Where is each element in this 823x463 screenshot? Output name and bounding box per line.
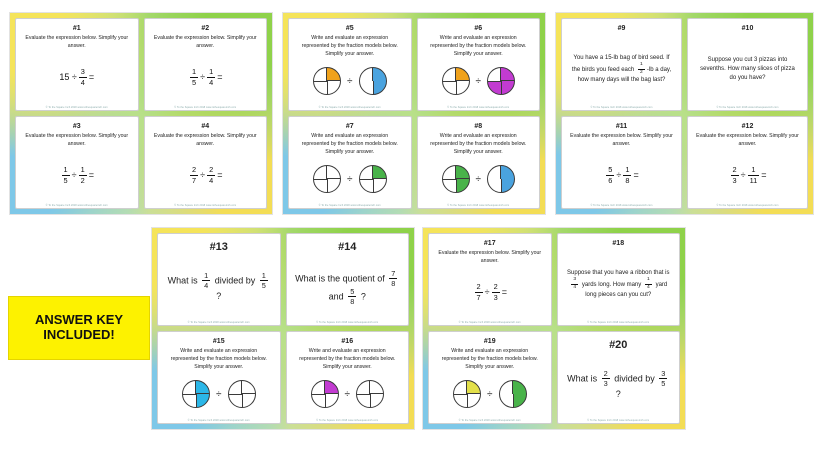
card-number: #12 [741, 123, 754, 130]
fraction-models [422, 156, 536, 202]
fraction-models [293, 58, 407, 104]
card-number: #2 [201, 25, 210, 32]
task-card[interactable] [157, 331, 281, 424]
card-number: #17 [483, 240, 496, 247]
task-card[interactable] [428, 331, 552, 424]
card-expression: $\frac{1}{5}$ ÷ $\frac{1}{2}$ = [63, 165, 94, 185]
task-card[interactable] [561, 116, 682, 209]
card-footer: © To the Square Inch 2018 www.tothesquareinch.com [318, 204, 381, 207]
card-footer: © To the Square Inch 2018 www.tothesquareinch.com [458, 419, 521, 422]
card-question: What is $\frac{2}{3}$ divided by $\frac{3}{5}$ ? [567, 369, 666, 399]
card-expression: $\frac{2}{3}$ ÷ $\frac{1}{11}$ = [732, 165, 767, 185]
division-sign: ÷ [344, 388, 350, 400]
card-number: #10 [741, 25, 754, 32]
card-footer: © To the Square Inch 2018 www.tothesquareinch.com [174, 106, 237, 109]
task-card[interactable] [557, 331, 681, 424]
task-card[interactable] [687, 18, 808, 111]
division-sign: ÷ [347, 173, 353, 185]
task-card[interactable] [15, 116, 139, 209]
card-footer: © To the Square Inch 2018 www.tothesquareinch.com [447, 204, 510, 207]
task-card[interactable] [561, 18, 682, 111]
card-number: #1 [72, 25, 81, 32]
card-number: #15 [212, 338, 225, 345]
card-expression: $\frac{2}{7}$ ÷ $\frac{2}{3}$ = [476, 282, 507, 302]
task-card[interactable] [288, 116, 412, 209]
card-instructions: Evaluate the expression below. Simplify your answer. [25, 133, 129, 147]
card-number: #14 [338, 241, 357, 253]
division-sign: ÷ [216, 388, 222, 400]
task-card[interactable] [286, 331, 410, 424]
fraction-model-pie [359, 67, 387, 95]
card-expression: $\frac{1}{5}$ ÷ $\frac{1}{4}$ = [192, 67, 223, 87]
fraction-models [291, 371, 405, 417]
card-question: Suppose that you have a ribbon that is $\frac{3}{4}$ yards long. How many $\frac{1}{4}$ yard long pieces can you cut? [567, 270, 670, 298]
card-instructions: Evaluate the expression below. Simplify your answer. [153, 133, 257, 147]
fraction-model-pie [442, 67, 470, 95]
card-number: #20 [609, 339, 628, 351]
sheet-bottom-right [423, 228, 685, 429]
card-question: What is the quotient of $\frac{7}{8}$ and $\frac{5}{8}$ ? [295, 268, 396, 306]
division-sign: ÷ [487, 388, 493, 400]
card-instructions: Evaluate the expression below. Simplify your answer. [570, 133, 673, 147]
card-number: #4 [201, 123, 210, 130]
fraction-models [433, 371, 547, 417]
card-number: #8 [474, 123, 483, 130]
card-number: #7 [345, 123, 354, 130]
task-card[interactable] [417, 116, 541, 209]
card-number: #16 [341, 338, 354, 345]
card-footer: © To the Square Inch 2018 www.tothesquareinch.com [716, 204, 779, 207]
card-footer: © To the Square Inch 2018 www.tothesquareinch.com [45, 106, 108, 109]
card-instructions: Write and evaluate an expression represented by the fraction models below. Simplify your answer. [430, 133, 527, 155]
sheet-top-right [556, 13, 813, 214]
card-instructions: Write and evaluate an expression represented by the fraction models below. Simplify your answer. [170, 348, 267, 370]
card-number: #11 [615, 123, 628, 130]
division-sign: ÷ [475, 75, 481, 87]
task-card[interactable] [15, 18, 139, 111]
fraction-model-pie [356, 380, 384, 408]
card-instructions: Write and evaluate an expression represented by the fraction models below. Simplify your answer. [430, 35, 527, 57]
task-card[interactable] [144, 18, 268, 111]
card-footer: © To the Square Inch 2018 www.tothesquareinch.com [316, 419, 379, 422]
card-instructions: Write and evaluate an expression represented by the fraction models below. Simplify your answer. [299, 348, 396, 370]
card-footer: © To the Square Inch 2018 www.tothesquareinch.com [590, 106, 653, 109]
fraction-model-pie [311, 380, 339, 408]
card-footer: © To the Square Inch 2018 www.tothesquareinch.com [447, 106, 510, 109]
card-instructions: Evaluate the expression below. Simplify your answer. [696, 133, 799, 147]
division-sign: ÷ [347, 75, 353, 87]
fraction-model-pie [442, 165, 470, 193]
sheet-top-middle [283, 13, 545, 214]
sheet-top-left [10, 13, 272, 214]
card-instructions: Write and evaluate an expression represented by the fraction models below. Simplify your answer. [441, 348, 538, 370]
fraction-model-pie [313, 67, 341, 95]
card-number: #13 [209, 241, 228, 253]
card-instructions: Evaluate the expression below. Simplify your answer. [438, 250, 542, 264]
task-card[interactable] [144, 116, 268, 209]
task-card[interactable] [687, 116, 808, 209]
fraction-model-pie [182, 380, 210, 408]
division-sign: ÷ [475, 173, 481, 185]
fraction-model-pie [453, 380, 481, 408]
task-card[interactable] [288, 18, 412, 111]
sheet-bottom-left [152, 228, 414, 429]
card-instructions: Write and evaluate an expression represented by the fraction models below. Simplify your answer. [301, 35, 398, 57]
card-footer: © To the Square Inch 2018 www.tothesquareinch.com [174, 204, 237, 207]
task-card[interactable] [557, 233, 681, 326]
card-expression: $\frac{2}{7}$ ÷ $\frac{2}{4}$ = [192, 165, 223, 185]
fraction-models [162, 371, 276, 417]
card-footer: © To the Square Inch 2018 www.tothesquareinch.com [716, 106, 779, 109]
fraction-model-pie [359, 165, 387, 193]
fraction-model-pie [487, 165, 515, 193]
card-number: #3 [72, 123, 81, 130]
card-number: #5 [345, 25, 354, 32]
answer-key-line2: INCLUDED! [43, 327, 115, 342]
card-footer: © To the Square Inch 2018 www.tothesquareinch.com [187, 321, 250, 324]
card-number: #9 [617, 25, 626, 32]
card-footer: © To the Square Inch 2018 www.tothesquareinch.com [587, 321, 650, 324]
card-number: #18 [612, 240, 625, 247]
task-card[interactable] [286, 233, 410, 326]
card-question: What is $\frac{1}{4}$ divided by $\frac{1}{5}$ ? [167, 271, 266, 301]
card-footer: © To the Square Inch 2018 www.tothesquareinch.com [187, 419, 250, 422]
card-number: #19 [483, 338, 496, 345]
card-instructions: Evaluate the expression below. Simplify your answer. [153, 35, 257, 49]
card-question: You have a 15-lb bag of bird seed. If the birds you feed each $\frac{1}{2}$ -lb a day, how many days will the bag last? [571, 55, 672, 83]
fraction-model-pie [499, 380, 527, 408]
card-footer: © To the Square Inch 2018 www.tothesquareinch.com [318, 106, 381, 109]
card-instructions: Write and evaluate an expression represented by the fraction models below. Simplify your answer. [301, 133, 398, 155]
task-card[interactable] [417, 18, 541, 111]
card-instructions: Evaluate the expression below. Simplify your answer. [25, 35, 129, 49]
answer-key-line1: ANSWER KEY [34, 312, 124, 328]
fraction-models [293, 156, 407, 202]
card-footer: © To the Square Inch 2018 www.tothesquareinch.com [45, 204, 108, 207]
task-card[interactable] [428, 233, 552, 326]
fraction-model-pie [487, 67, 515, 95]
fraction-models [422, 58, 536, 104]
answer-key-badge [8, 296, 150, 360]
card-footer: © To the Square Inch 2018 www.tothesquareinch.com [587, 419, 650, 422]
card-footer: © To the Square Inch 2018 www.tothesquareinch.com [458, 321, 521, 324]
card-number: #6 [474, 25, 483, 32]
fraction-model-pie [228, 380, 256, 408]
card-expression: 15 ÷ $\frac{3}{4}$ = [59, 67, 95, 87]
card-footer: © To the Square Inch 2018 www.tothesquareinch.com [590, 204, 653, 207]
fraction-model-pie [313, 165, 341, 193]
card-footer: © To the Square Inch 2018 www.tothesquareinch.com [316, 321, 379, 324]
card-question: Suppose you cut 3 pizzas into sevenths. How many slices of pizza do you have? [700, 57, 795, 81]
task-card[interactable] [157, 233, 281, 326]
card-expression: $\frac{5}{6}$ ÷ $\frac{1}{8}$ = [608, 165, 639, 185]
